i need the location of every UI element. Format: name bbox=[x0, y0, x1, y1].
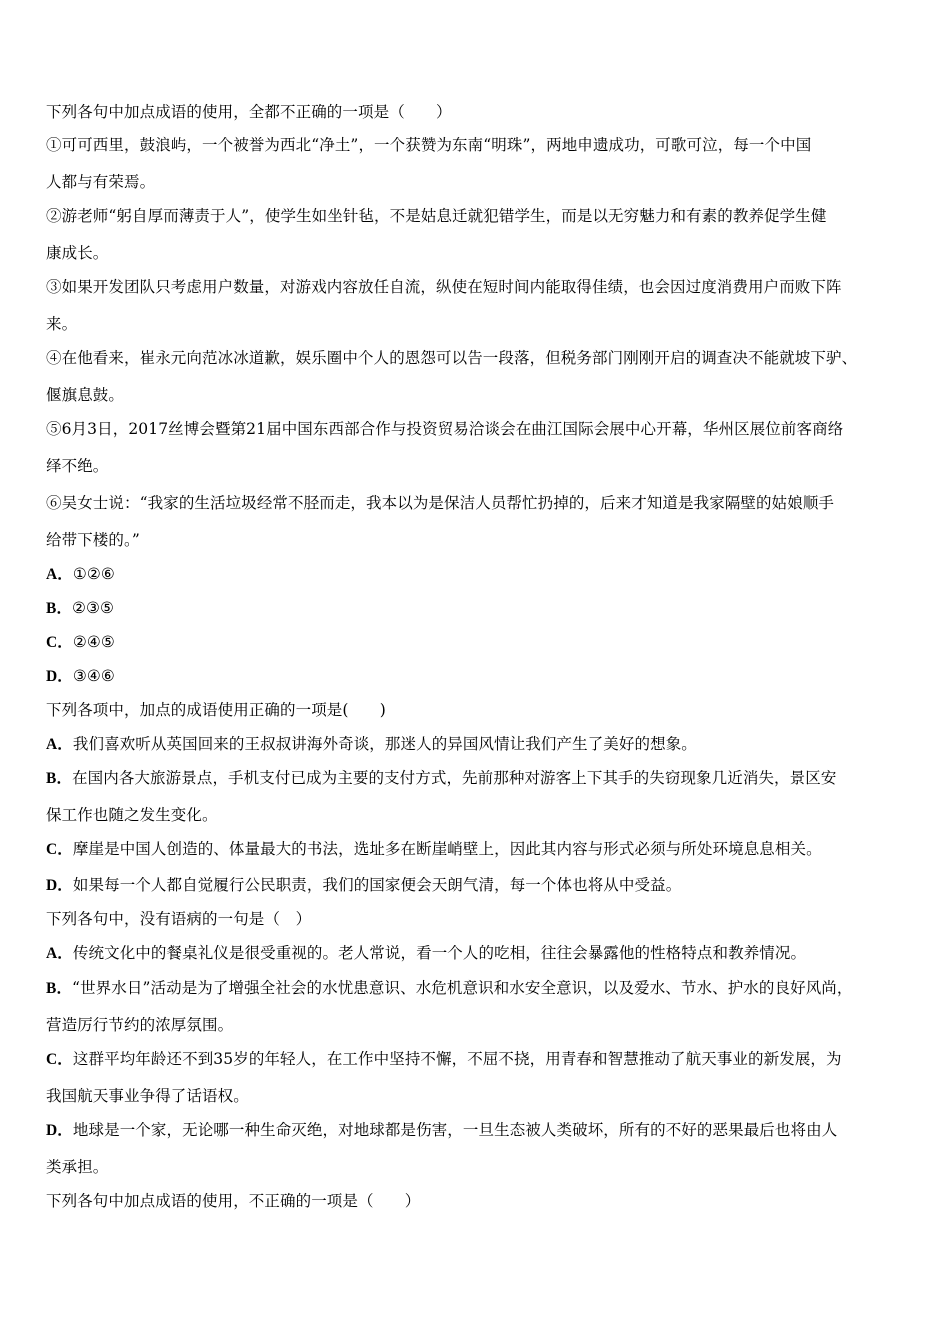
q1-item-3-line-2: 来。 bbox=[46, 315, 78, 333]
option-label: D． bbox=[46, 877, 73, 894]
question-4-stem: 下列各句中加点成语的使用，不正确的一项是（ ） bbox=[46, 1192, 421, 1210]
option-text: ②④⑤ bbox=[72, 633, 115, 651]
q3-option-d[interactable] bbox=[46, 1120, 916, 1141]
option-text: “世界水日”活动是为了增强全社会的水忧患意识、水危机意识和水安全意识，以及爱水、节水、护水的良好风尚， bbox=[72, 979, 853, 997]
q3-option-c[interactable] bbox=[46, 1049, 916, 1070]
q1-item-3-line-1: ③如果开发团队只考虑用户数量，对游戏内容放任自流，纵使在短时间内能取得佳绩，也会因过度消费用户而败下阵 bbox=[46, 278, 842, 296]
q3-option-c-line-2: 我国航天事业争得了话语权。 bbox=[46, 1087, 249, 1105]
question-1-stem: 下列各句中加点成语的使用，全都不正确的一项是（ ） bbox=[46, 103, 452, 121]
question-2-stem: 下列各项中，加点的成语使用正确的一项是( ) bbox=[46, 701, 386, 719]
q1-item-5-line-1: ⑤6月3日，2017丝博会暨第21届中国东西部合作与投资贸易洽谈会在曲江国际会展中心开幕，华州区展位前客商络 bbox=[46, 420, 844, 438]
option-label: C． bbox=[46, 841, 73, 858]
q2-option-a[interactable] bbox=[46, 734, 916, 755]
option-text: 这群平均年龄还不到35岁的年轻人，在工作中坚持不懈，不屈不挠，用青春和智慧推动了航天事业的新发展，为 bbox=[72, 1050, 842, 1068]
q1-option-a[interactable] bbox=[46, 564, 916, 585]
q1-option-d[interactable] bbox=[46, 666, 916, 687]
q1-item-2-line-2: 康成长。 bbox=[46, 244, 109, 262]
option-label: C． bbox=[46, 1051, 73, 1068]
q1-item-4-line-1: ④在他看来，崔永元向范冰冰道歉，娱乐圈中个人的恩怨可以告一段落，但税务部门刚刚开启的调查决不能就坡下驴、 bbox=[46, 349, 858, 367]
option-label: A． bbox=[46, 945, 73, 962]
q2-option-d[interactable] bbox=[46, 875, 916, 896]
option-label: D． bbox=[46, 1122, 73, 1139]
q1-item-2-line-1: ②游老师“躬自厚而薄责于人”，使学生如坐针毡，不是姑息迁就犯错学生，而是以无穷魅力和有素的教养促学生健 bbox=[46, 207, 827, 225]
q1-item-1-line-1: ①可可西里，鼓浪屿，一个被誉为西北“净土”，一个获赞为东南“明珠”，两地申遗成功，可歌可泣，每一个中国 bbox=[46, 136, 812, 154]
q3-option-d-line-2: 类承担。 bbox=[46, 1158, 109, 1176]
option-text: 如果每一个人都自觉履行公民职责，我们的国家便会天朗气清，每一个体也将从中受益。 bbox=[72, 876, 682, 894]
q1-item-1-line-2: 人都与有荣焉。 bbox=[46, 173, 156, 191]
option-label: C． bbox=[46, 634, 73, 651]
q1-item-4-line-2: 偃旗息鼓。 bbox=[46, 386, 125, 404]
option-text: ①②⑥ bbox=[72, 565, 115, 583]
q2-option-c[interactable] bbox=[46, 839, 916, 860]
q2-option-b-line-2: 保工作也随之发生变化。 bbox=[46, 806, 218, 824]
option-label: B． bbox=[46, 980, 73, 997]
question-3-stem: 下列各句中，没有语病的一句是（ ） bbox=[46, 910, 312, 928]
q3-option-b-line-2: 营造厉行节约的浓厚氛围。 bbox=[46, 1016, 234, 1034]
q3-option-a[interactable] bbox=[46, 943, 916, 964]
option-text: ②③⑤ bbox=[72, 599, 115, 617]
q1-item-5-line-2: 绎不绝。 bbox=[46, 457, 109, 475]
option-label: B． bbox=[46, 600, 73, 617]
q3-option-b[interactable] bbox=[46, 978, 916, 999]
q1-option-c[interactable] bbox=[46, 632, 916, 653]
option-text: 地球是一个家，无论哪一种生命灭绝，对地球都是伤害，一旦生态被人类破坏，所有的不好的恶果最后也将由人 bbox=[72, 1121, 838, 1139]
option-text: 我们喜欢听从英国回来的王叔叔讲海外奇谈，那迷人的异国风情让我们产生了美好的想象。 bbox=[72, 735, 697, 753]
q1-option-b[interactable] bbox=[46, 598, 916, 619]
q2-option-b[interactable] bbox=[46, 768, 916, 789]
option-text: 摩崖是中国人创造的、体量最大的书法，选址多在断崖峭壁上，因此其内容与形式必须与所处环境息息相关。 bbox=[72, 840, 822, 858]
option-label: A． bbox=[46, 566, 73, 583]
option-label: A． bbox=[46, 736, 73, 753]
option-text: 在国内各大旅游景点，手机支付已成为主要的支付方式，先前那种对游客上下其手的失窃现象几近消失，景区安 bbox=[72, 769, 837, 787]
q1-item-6-line-2: 给带下楼的。” bbox=[46, 531, 140, 549]
option-label: B． bbox=[46, 770, 73, 787]
option-text: ③④⑥ bbox=[72, 667, 115, 685]
option-text: 传统文化中的餐桌礼仪是很受重视的。老人常说，看一个人的吃相，往往会暴露他的性格特点和教养情况。 bbox=[72, 944, 807, 962]
option-label: D． bbox=[46, 668, 73, 685]
q1-item-6-line-1: ⑥吴女士说：“我家的生活垃圾经常不胫而走，我本以为是保洁人员帮忙扔掉的，后来才知道是我家隔壁的姑娘顺手 bbox=[46, 494, 835, 512]
